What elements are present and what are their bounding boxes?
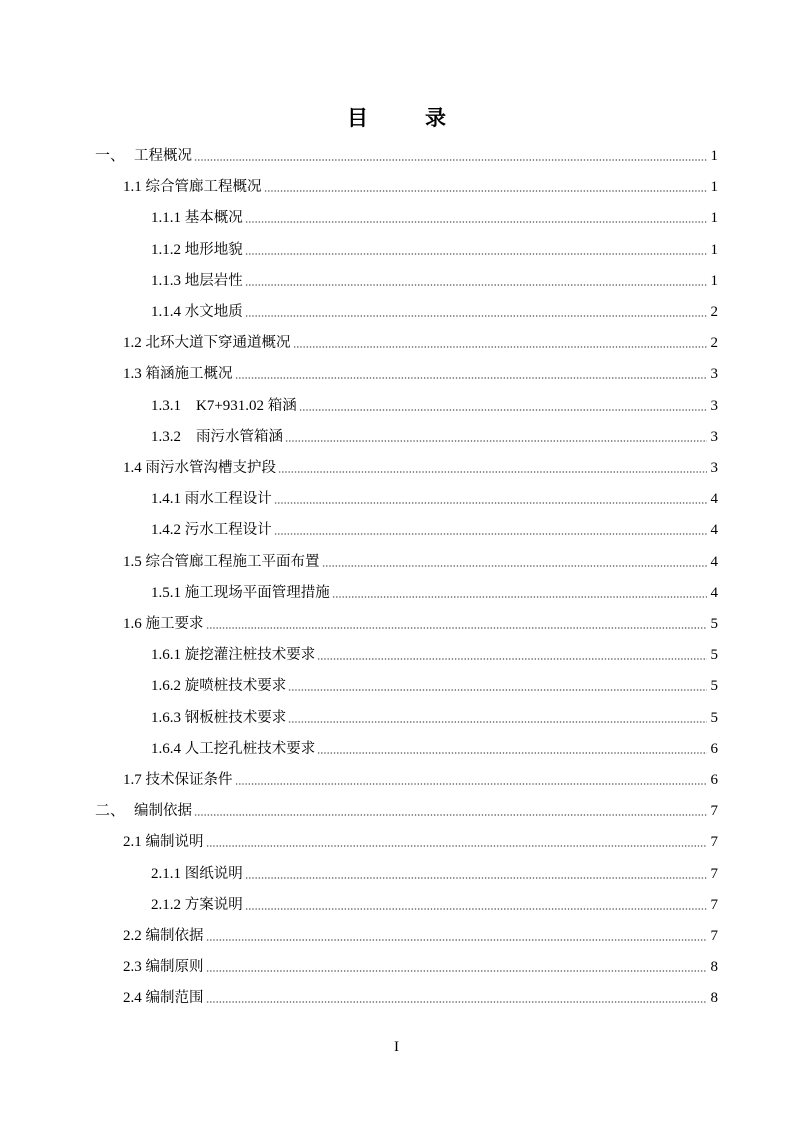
dot-leader [206,938,708,942]
toc-entry[interactable] [123,950,718,976]
toc-entry-label: 综合管廊工程概况 [145,179,262,196]
dot-leader [285,439,707,443]
dot-leader [322,564,708,568]
toc-entry[interactable] [151,295,718,321]
toc-entry[interactable] [123,451,718,477]
dot-leader [206,626,708,630]
toc-entry[interactable] [151,264,718,290]
toc-entry-label: 钢板桩技术要求 [184,709,287,726]
toc-entry-page: 5 [710,709,718,726]
toc-entry-page: 4 [710,553,718,570]
toc-entry-page: 5 [710,647,718,664]
toc-entry-page: 8 [710,990,718,1007]
toc-entry-label: 旋喷桩技术要求 [184,678,287,695]
toc-entry-label: 编制依据 [145,928,204,944]
toc-entry-number: 1.4 [123,460,146,476]
toc-entry-number: 1.2 [123,335,146,352]
dot-leader [235,782,708,786]
dot-leader [194,813,707,817]
toc-entry-number: 1.6.1 [151,647,185,664]
toc-entry-label: 施工现场平面管理措施 [184,584,330,601]
toc-entry-page: 1 [710,272,718,289]
toc-entry-number: 1.4.2 [151,522,185,539]
dot-leader [245,220,707,224]
toc-entry-page: 5 [710,678,718,695]
dot-leader [194,158,707,162]
dot-leader [274,532,707,536]
toc-entry-label: 图纸说明 [184,865,243,882]
toc-entry[interactable] [151,669,718,695]
toc-entry-label: 基本概况 [184,210,243,227]
toc-entry-label: 综合管廊工程施工平面布置 [145,553,320,570]
toc-entry-number: 1.6.3 [151,709,185,726]
dot-leader [317,751,707,755]
toc-entry-label: 箱涵施工概况 [145,366,233,383]
toc-entry-label: 编制范围 [145,990,204,1007]
dot-leader [317,657,707,661]
dot-leader [235,376,708,380]
toc-entry-page: 4 [710,522,718,539]
toc-entry-page: 7 [710,928,718,944]
dot-leader [206,844,708,848]
toc-entry[interactable] [151,857,718,883]
toc-entry-page: 8 [710,959,718,976]
toc-entry-label: 编制原则 [145,959,204,976]
toc-entry-page: 2 [710,304,718,320]
toc-entry-label: 方案说明 [184,896,243,913]
page-number: I [394,1039,399,1055]
toc-entry-number: 1.1.2 [151,241,185,258]
dot-leader [278,470,707,474]
toc-entry-number: 2.1.2 [151,896,185,913]
toc-entry[interactable] [95,794,718,820]
toc-entry[interactable] [151,888,718,914]
toc-entry-page: 1 [710,148,718,164]
toc-entry-number: 1.7 [123,772,146,788]
dot-leader [245,876,707,880]
toc-entry-label: 水文地质 [184,304,243,320]
dot-leader [206,1000,708,1004]
toc-entry[interactable] [123,170,718,196]
toc-entry-label: 施工要求 [145,616,204,632]
toc-entry-number: 1.6.2 [151,678,185,695]
toc-entry[interactable] [151,482,718,508]
toc-entry-number: 1.3 [123,366,146,383]
toc-entry-label: 工程概况 [134,148,192,164]
toc-entry[interactable] [123,763,718,789]
toc-entry-label: 北环大道下穿通道概况 [145,335,291,352]
toc-entry-number: 2.1 [123,834,146,851]
toc-entry[interactable] [151,201,718,227]
dot-leader [299,408,707,412]
toc-entry-page: 5 [710,616,718,632]
toc-entry-number: 1.6.4 [151,740,185,757]
toc-entry[interactable] [123,545,718,571]
toc-entry-page: 3 [710,460,718,476]
dot-leader [288,720,707,724]
toc-entry-label: 编制依据 [134,803,192,820]
toc-entry-number: 一、 [95,148,126,164]
toc-entry-number: 1.3.1 K7+931.02 [151,397,268,414]
dot-leader [245,283,707,287]
toc-entry[interactable] [151,233,718,259]
dot-leader [274,501,707,505]
toc-title: 目 录 [347,105,464,130]
toc-entry-page: 7 [710,896,718,913]
toc-entry-label: 技术保证条件 [145,772,233,788]
toc-entry-label: 污水工程设计 [184,522,272,539]
toc-entry[interactable] [151,513,718,539]
toc-entry-page: 3 [710,428,718,445]
toc-entry-number: 1.1 [123,179,146,196]
toc-entry-label: 雨污水管沟槽支护段 [145,460,276,476]
toc-entry-number: 1.5.1 [151,584,185,601]
toc-entry-number: 1.3.2 [151,428,196,445]
toc-entry[interactable] [151,701,718,727]
toc-entry-page: 7 [710,834,718,851]
toc-entry-number: 1.6 [123,616,146,632]
toc-entry-page: 3 [710,366,718,383]
toc-entry-number: 2.3 [123,959,146,976]
toc-entry-number: 1.4.1 [151,491,185,508]
toc-entry[interactable] [151,389,718,415]
toc-entry-number: 2.2 [123,928,146,944]
dot-leader [288,688,707,692]
dot-leader [206,969,708,973]
toc-entry-page: 3 [710,397,718,414]
toc-entry-page: 4 [710,491,718,508]
dot-leader [264,189,708,193]
toc-entry-number: 二、 [95,803,126,820]
toc-entry[interactable] [123,919,718,945]
toc-entry-page: 7 [710,803,718,820]
toc-entry-page: 6 [710,772,718,788]
toc-entry-number: 1.1.4 [151,304,185,320]
toc-entry-number: 1.5 [123,553,146,570]
toc-entry[interactable] [123,357,718,383]
toc-entry-label: 编制说明 [145,834,204,851]
toc-entry-number: 1.1.1 [151,210,185,227]
toc-entry[interactable] [123,981,718,1007]
toc-entry-label: 人工挖孔桩技术要求 [184,740,316,757]
dot-leader [245,907,707,911]
toc-entry[interactable] [95,139,718,165]
toc-entry-page: 7 [710,865,718,882]
toc-entry[interactable] [123,326,718,352]
toc-entry[interactable] [151,420,718,446]
toc-entry-page: 4 [710,584,718,601]
toc-entry-page: 1 [710,210,718,227]
dot-leader [245,252,707,256]
toc-entry-label: 雨水工程设计 [184,491,272,508]
toc-entry-page: 1 [710,241,718,258]
toc-entry-page: 2 [710,335,718,352]
toc-entry[interactable] [123,825,718,851]
toc-entry-number: 2.4 [123,990,146,1007]
dot-leader [332,595,707,599]
dot-leader [293,345,708,349]
dot-leader [245,314,707,318]
toc-entry-label: 地形地貌 [184,241,243,258]
toc-entry[interactable] [151,576,718,602]
toc-entry[interactable] [151,638,718,664]
toc-entry-number: 1.1.3 [151,272,185,289]
toc-entry[interactable] [123,607,718,633]
toc-entry-page: 6 [710,740,718,757]
toc-entry-page: 1 [710,179,718,196]
toc-entry-label: 箱涵 [267,397,297,414]
toc-entry[interactable] [151,732,718,758]
toc-entry-label: 旋挖灌注桩技术要求 [184,647,316,664]
toc-entry-label: 雨污水管箱涵 [196,428,283,445]
toc-entry-label: 地层岩性 [184,272,243,289]
toc-entry-number: 2.1.1 [151,865,185,882]
